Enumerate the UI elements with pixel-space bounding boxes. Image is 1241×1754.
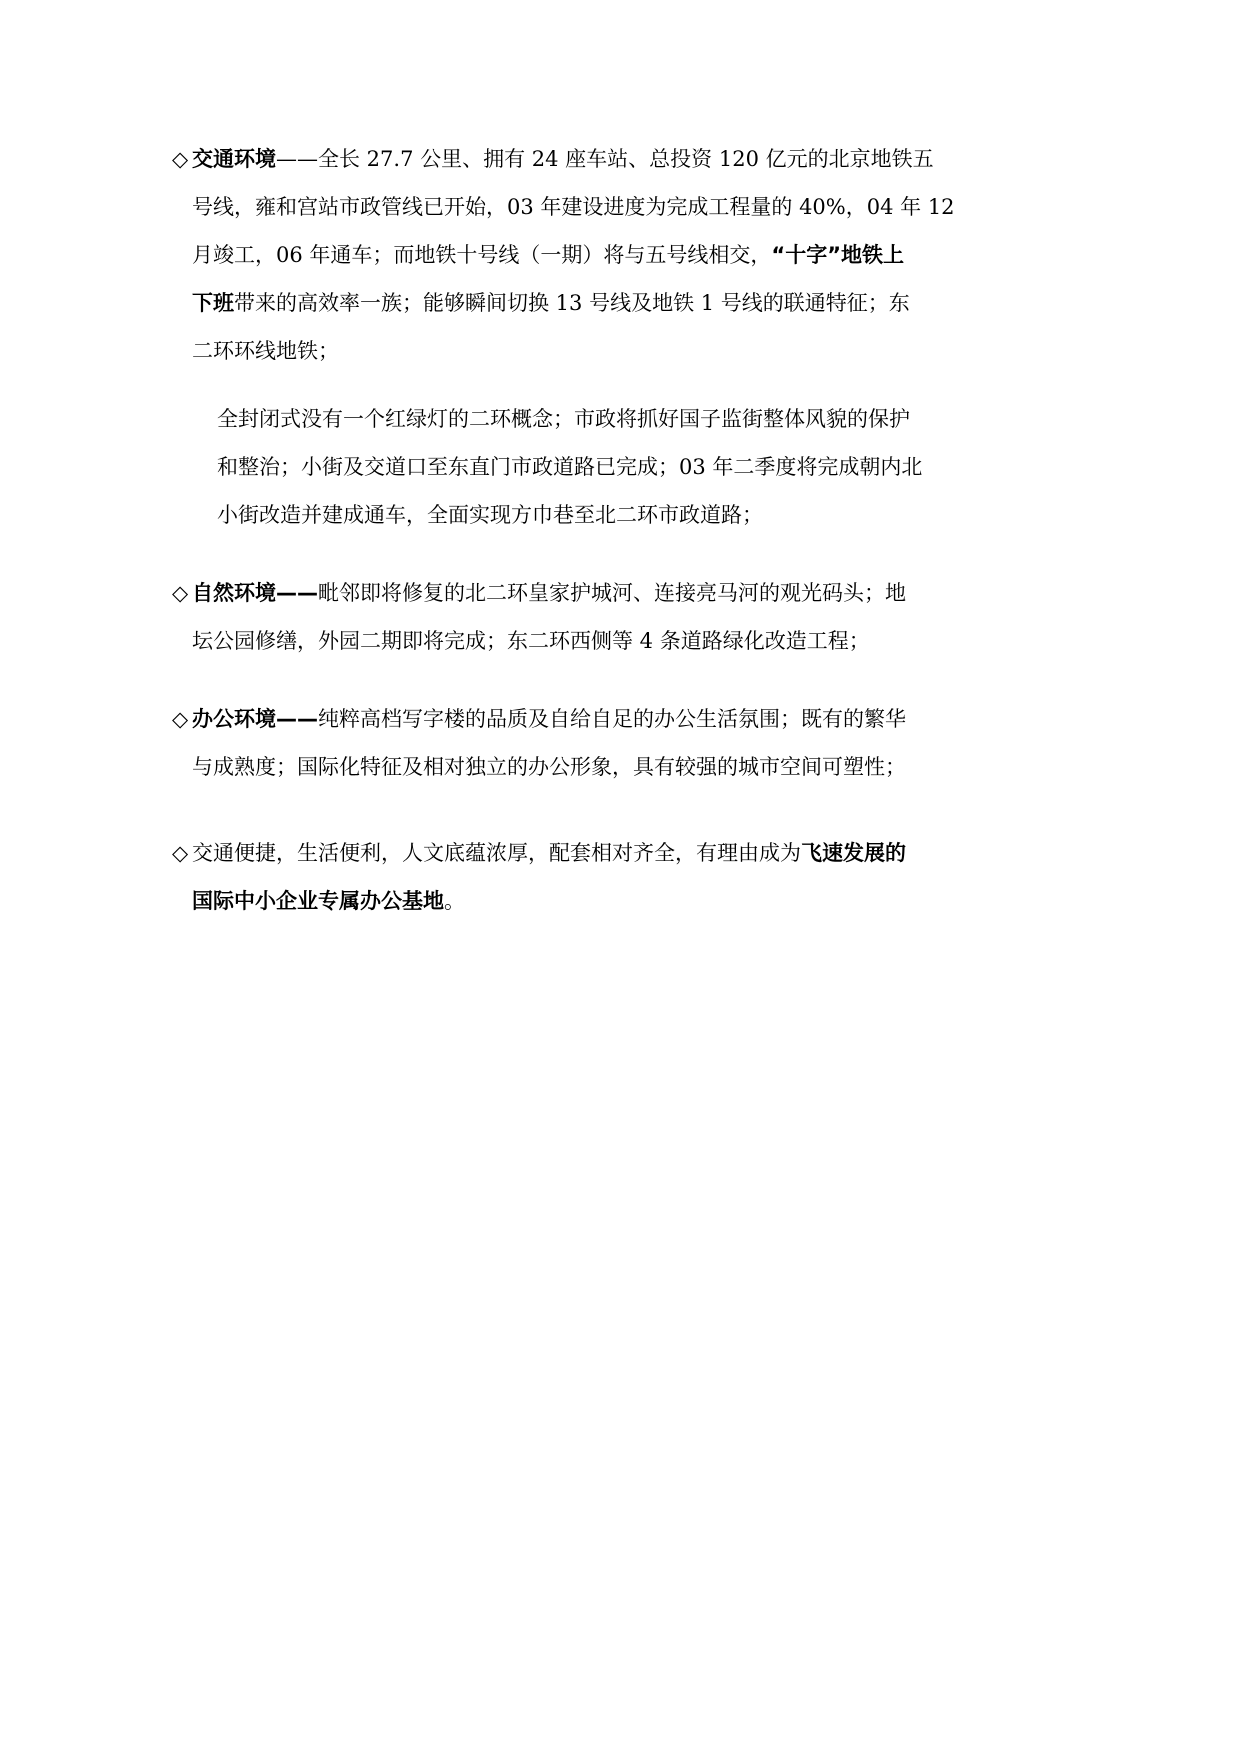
- road-text-1: 全封闭式没有一个红绿灯的二环概念；市政将抓好国子监街整体风貌的保护: [217, 407, 910, 431]
- road-line-1: [217, 395, 1087, 443]
- bullet-diamond-icon: ◇: [172, 841, 189, 865]
- office-line-1: [172, 695, 1062, 743]
- traffic-line-2: [192, 183, 1062, 231]
- road-line-3: [217, 491, 1087, 539]
- summary-bold-b: 国际中小企业专属办公基地: [192, 889, 444, 913]
- bullet-diamond-icon: ◇: [172, 707, 189, 731]
- traffic-text-5: 二环环线地铁；: [192, 339, 339, 363]
- summary-lead: 交通便捷，生活便利，人文底蕴浓厚，配套相对齐全，有理由成为: [192, 841, 801, 865]
- office-dash: ——: [276, 707, 318, 731]
- traffic-section: [172, 135, 1062, 375]
- nature-text-1: 毗邻即将修复的北二环皇家护城河、连接亮马河的观光码头；地: [318, 581, 906, 605]
- office-text-2: 与成熟度；国际化特征及相对独立的办公形象，具有较强的城市空间可塑性；: [192, 755, 906, 779]
- nature-label: 自然环境: [192, 581, 276, 605]
- traffic-line-3: [192, 231, 1062, 279]
- traffic-line-1: [172, 135, 1062, 183]
- summary-line-1: [172, 829, 1062, 877]
- office-label: 办公环境: [192, 707, 276, 731]
- traffic-highlight-cross: “十字”地铁上: [771, 243, 905, 267]
- traffic-label: 交通环境: [192, 147, 276, 171]
- nature-section: [172, 569, 1062, 665]
- traffic-text-3: 月竣工，06 年通车；而地铁十号线（一期）将与五号线相交，: [192, 243, 772, 267]
- road-section: [217, 395, 1087, 539]
- summary-line-2: [192, 877, 1062, 925]
- traffic-dash: ——: [276, 147, 318, 171]
- road-text-2: 和整治；小街及交道口至东直门市政道路已完成；03 年二季度将完成朝内北: [217, 455, 923, 479]
- nature-line-2: [192, 617, 1062, 665]
- traffic-highlight-commute: 下班: [192, 291, 234, 315]
- nature-text-2: 坛公园修缮，外园二期即将完成；东二环西侧等 4 条道路绿化改造工程；: [192, 629, 870, 653]
- traffic-text-2: 号线，雍和宫站市政管线已开始，03 年建设进度为完成工程量的 40%，04 年 12: [192, 195, 955, 219]
- road-line-2: [217, 443, 1087, 491]
- summary-section: [172, 829, 1062, 925]
- bullet-diamond-icon: ◇: [172, 581, 189, 605]
- traffic-text-1: 全长 27.7 公里、拥有 24 座车站、总投资 120 亿元的北京地铁五: [318, 147, 934, 171]
- summary-bold-a: 飞速发展的: [801, 841, 906, 865]
- traffic-text-4: 带来的高效率一族；能够瞬间切换 13 号线及地铁 1 号线的联通特征；东: [234, 291, 910, 315]
- traffic-line-5: [192, 327, 1062, 375]
- nature-line-1: [172, 569, 1062, 617]
- office-section: [172, 695, 1062, 791]
- bullet-diamond-icon: ◇: [172, 147, 189, 171]
- summary-end: 。: [444, 889, 465, 913]
- office-text-1: 纯粹高档写字楼的品质及自给自足的办公生活氛围；既有的繁华: [318, 707, 906, 731]
- nature-dash: ——: [276, 581, 318, 605]
- office-line-2: [192, 743, 1062, 791]
- traffic-line-4: [192, 279, 1062, 327]
- road-text-3: 小街改造并建成通车，全面实现方巾巷至北二环市政道路；: [217, 503, 763, 527]
